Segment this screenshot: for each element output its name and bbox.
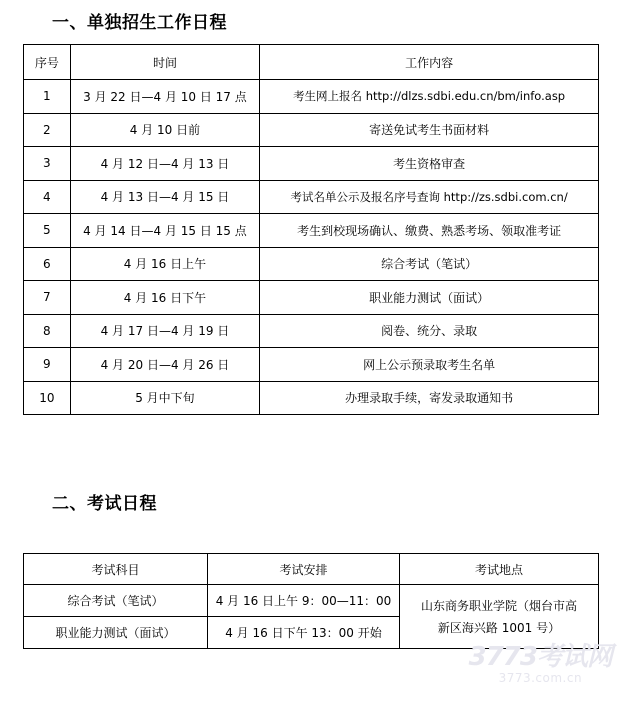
table-row <box>24 314 599 348</box>
table-row <box>24 113 599 147</box>
table-header-row <box>24 554 599 585</box>
exam-schedule-table <box>23 553 599 649</box>
row-content: 考生到校现场确认、缴费、熟悉考场、领取准考证 <box>260 214 599 248</box>
table-row <box>24 281 599 315</box>
row-no: 6 <box>24 247 71 281</box>
row-content: 网上公示预录取考生名单 <box>260 348 599 382</box>
row-time: 4 月 13 日—4 月 15 日 <box>70 180 259 214</box>
row-time: 4 月 20 日—4 月 26 日 <box>70 348 259 382</box>
table-row <box>24 80 599 114</box>
table-row <box>24 147 599 181</box>
row-time: 4 月 16 日上午 <box>70 247 259 281</box>
row-content: 综合考试（笔试） <box>260 247 599 281</box>
admission-schedule-table <box>23 44 599 415</box>
row-content: 办理录取手续，寄发录取通知书 <box>260 381 599 415</box>
row-no: 5 <box>24 214 71 248</box>
table-row <box>24 585 599 617</box>
table-row <box>24 180 599 214</box>
exam-subject: 职业能力测试（面试） <box>24 617 208 649</box>
table-row <box>24 247 599 281</box>
row-time: 5 月中下旬 <box>70 381 259 415</box>
watermark-url: 3773.com.cn <box>498 671 583 685</box>
row-time: 3 月 22 日—4 月 10 日 17 点 <box>70 80 259 114</box>
header-no: 序号 <box>24 45 71 80</box>
row-content: 考试名单公示及报名序号查询 http://zs.sdbi.com.cn/ <box>260 180 599 214</box>
row-no: 9 <box>24 348 71 382</box>
row-no: 3 <box>24 147 71 181</box>
exam-location-line-2: 新区海兴路 1001 号） <box>437 620 561 635</box>
section-1-title: 一、单独招生工作日程 <box>52 13 227 33</box>
row-no: 10 <box>24 381 71 415</box>
row-no: 8 <box>24 314 71 348</box>
row-content: 考生网上报名 http://dlzs.sdbi.edu.cn/bm/info.asp <box>260 80 599 114</box>
row-no: 7 <box>24 281 71 315</box>
exam-schedule: 4 月 16 日下午 13：00 开始 <box>208 617 400 649</box>
header-subject: 考试科目 <box>24 554 208 585</box>
row-time: 4 月 12 日—4 月 13 日 <box>70 147 259 181</box>
watermark <box>469 636 612 685</box>
row-content: 职业能力测试（面试） <box>260 281 599 315</box>
row-no: 4 <box>24 180 71 214</box>
section-2-title: 二、考试日程 <box>52 494 157 514</box>
row-content: 寄送免试考生书面材料 <box>260 113 599 147</box>
row-no: 2 <box>24 113 71 147</box>
row-time: 4 月 14 日—4 月 15 日 15 点 <box>70 214 259 248</box>
header-time: 时间 <box>70 45 259 80</box>
row-content: 考生资格审查 <box>260 147 599 181</box>
watermark-logo: 3773考试网 <box>468 642 612 672</box>
row-time: 4 月 10 日前 <box>70 113 259 147</box>
table-row <box>24 214 599 248</box>
row-no: 1 <box>24 80 71 114</box>
exam-schedule: 4 月 16 日上午 9：00—11：00 <box>208 585 400 617</box>
row-time: 4 月 17 日—4 月 19 日 <box>70 314 259 348</box>
table-row <box>24 348 599 382</box>
table-header-row <box>24 45 599 80</box>
row-time: 4 月 16 日下午 <box>70 281 259 315</box>
header-location: 考试地点 <box>400 554 599 585</box>
row-content: 阅卷、统分、录取 <box>260 314 599 348</box>
exam-subject: 综合考试（笔试） <box>24 585 208 617</box>
table-row <box>24 381 599 415</box>
header-schedule: 考试安排 <box>208 554 400 585</box>
header-content: 工作内容 <box>260 45 599 80</box>
exam-location-line-1: 山东商务职业学院（烟台市高 <box>420 598 577 613</box>
